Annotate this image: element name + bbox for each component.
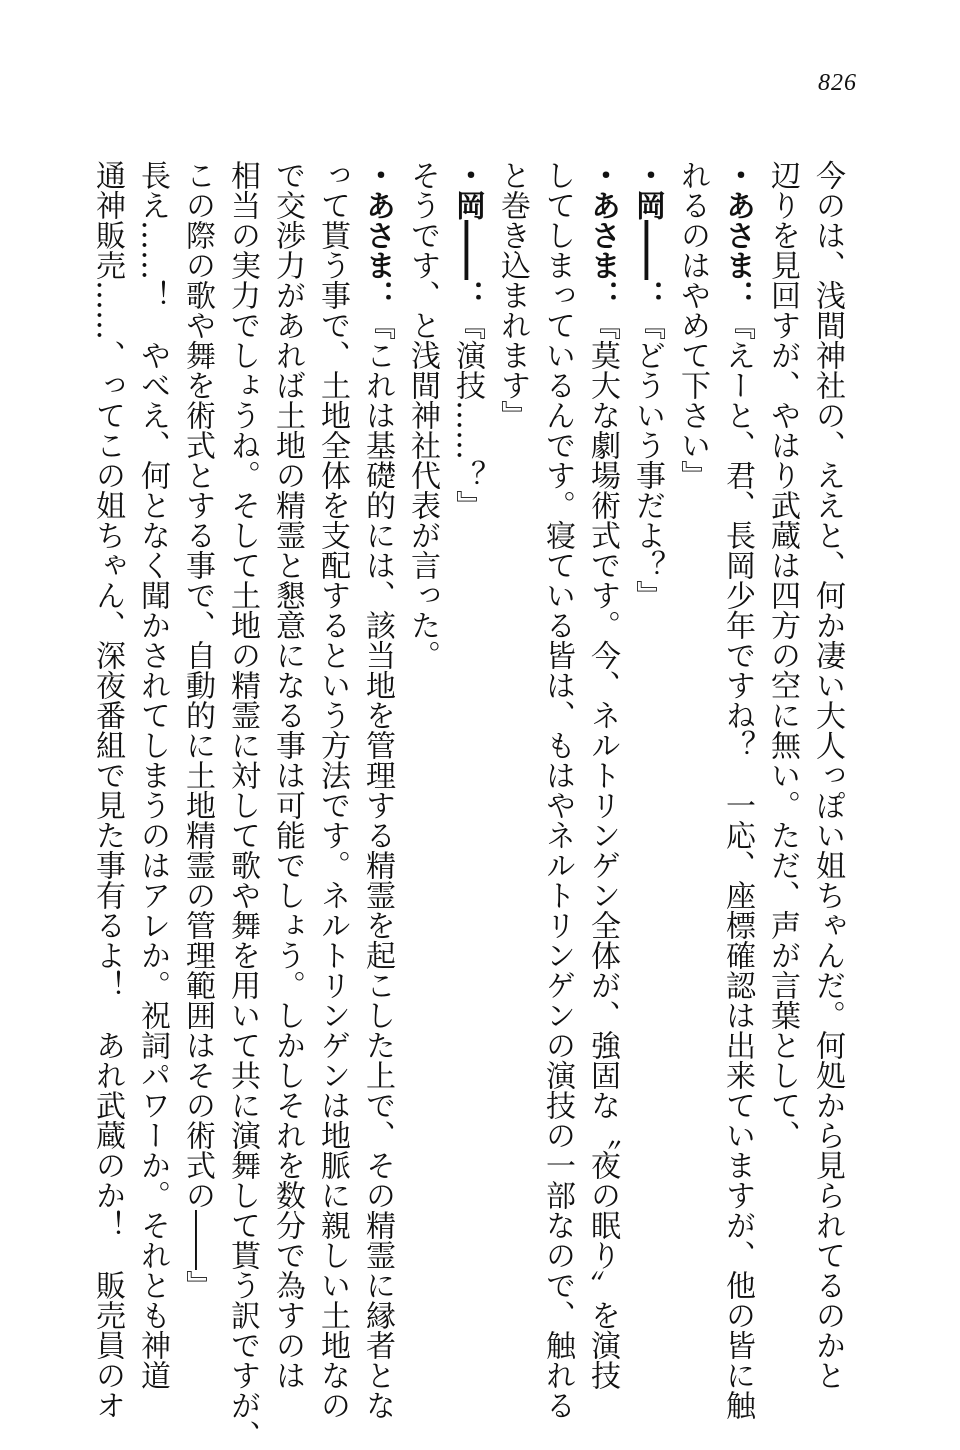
speaker-name: あさま [585, 190, 620, 280]
dialogue-text: 『これは基礎的には、該当地を管理する精霊を起こした上で、その精霊に縁者とな [360, 310, 395, 1420]
speaker-separator: ： [720, 280, 755, 310]
text-line: 辺りを見回すが、やはり武蔵は四方の空に無い。ただ、声が言葉として、 [765, 160, 800, 1150]
dialogue-line [715, 160, 760, 1420]
text-line: 相当の実力でしょうね。そして土地の精霊に対して歌や舞を用いて共に演舞して貰う訳ですが、 [225, 160, 260, 1450]
speaker-separator: ： [450, 280, 485, 310]
dialogue-line [355, 160, 400, 1420]
dialogue-text: 『演技……？』 [450, 310, 485, 520]
text-line: 通神販売……、ってこの姐ちゃん、深夜番組で見た事有るよ！ あれ武蔵のか！ 販売員のオ [90, 160, 125, 1420]
dialogue-text: 『どういう事だよ？』 [630, 310, 665, 610]
text-line: で交渉力があれば土地の精霊と懇意になる事は可能でしょう。しかしそれを数分で為すのは [270, 160, 305, 1390]
speaker-name: 岡―― [630, 190, 665, 280]
text-line: と巻き込まれます』 [495, 160, 530, 430]
speaker-separator: ： [585, 280, 620, 310]
text-line: 今のは、浅間神社の、ええと、何か凄い大人っぽい姐ちゃんだ。何処から見られてるのかと [810, 160, 845, 1390]
bullet-dot: ・ [450, 160, 485, 190]
page-number: 826 [818, 70, 857, 96]
novel-text-block [90, 160, 850, 1450]
dialogue-text: 『莫大な劇場術式です。今、ネルトリンゲン全体が、強固な〝夜の眠り〟を演技 [585, 310, 620, 1390]
bullet-dot: ・ [360, 160, 395, 190]
text-line: 長え……！ やべえ、何となく聞かされてしまうのはアレか。祝詞パワーか。それとも神道 [135, 160, 170, 1390]
bullet-dot: ・ [720, 160, 755, 190]
dialogue-line [580, 160, 625, 1390]
speaker-separator: ： [360, 280, 395, 310]
speaker-name: あさま [720, 190, 755, 280]
dialogue-text: 『えーと、君、長岡少年ですね？ 一応、座標確認は出来ていますが、他の皆に触 [720, 310, 755, 1420]
dialogue-line [445, 160, 490, 1320]
text-line: れるのはやめて下さい』 [675, 160, 710, 490]
speaker-name: 岡―― [450, 190, 485, 280]
bullet-dot: ・ [585, 160, 620, 190]
speaker-separator: ： [630, 280, 665, 310]
dialogue-line [625, 160, 670, 1320]
speaker-name: あさま [360, 190, 395, 280]
text-line: してしまっているんです。寝ている皆は、もはやネルトリンゲンの演技の一部なので、触れる [540, 160, 575, 1420]
text-line: この際の歌や舞を術式とする事で、自動的に土地精霊の管理範囲はその術式の――』 [180, 160, 215, 1300]
text-line: そうです、と浅間神社代表が言った。 [405, 160, 440, 670]
text-line: って貰う事で、土地全体を支配するという方法です。ネルトリンゲンは地脈に親しい土地なの [315, 160, 350, 1420]
bullet-dot: ・ [630, 160, 665, 190]
